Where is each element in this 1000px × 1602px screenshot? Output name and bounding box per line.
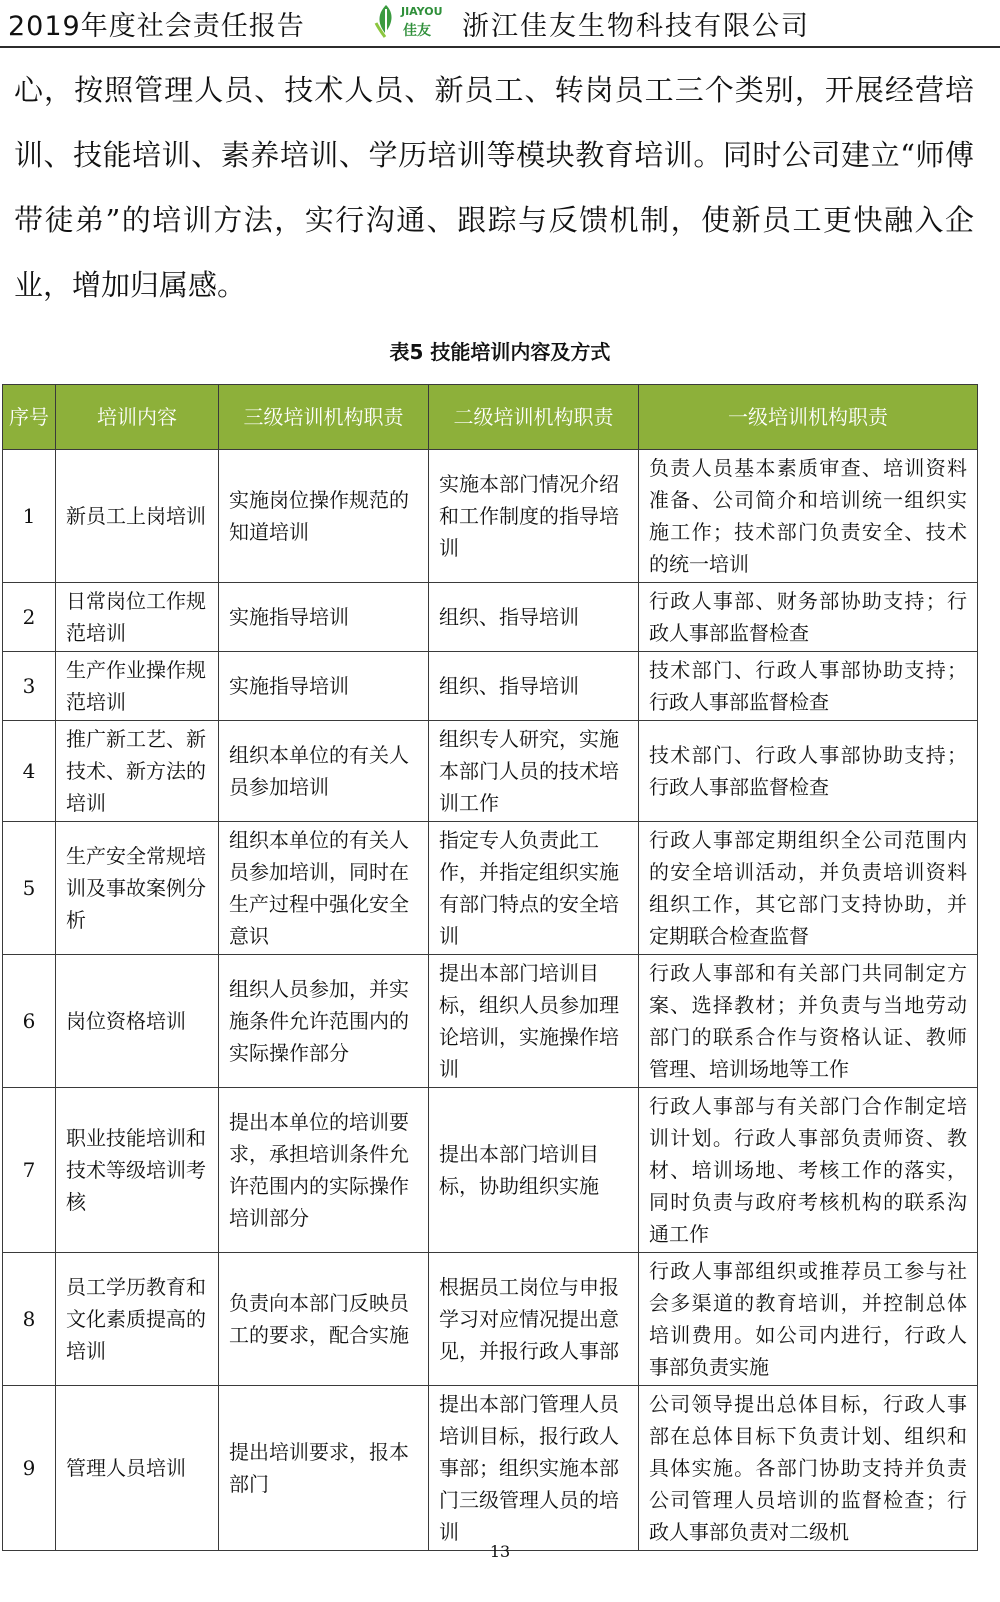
- cell-level2: 提出本部门培训目标，组织人员参加理论培训，实施操作培训: [429, 955, 639, 1088]
- row-index: 4: [3, 721, 56, 822]
- cell-level1: 行政人事部组织或推荐员工参与社会多渠道的教育培训，并控制总体培训费用。如公司内进行，行政人事部负责实施: [639, 1253, 978, 1386]
- cell-content: 新员工上岗培训: [56, 450, 219, 583]
- intro-text: 心，按照管理人员、技术人员、新员工、转岗员工三个类别，开展经营培训、技能培训、素养培训、学历培训等模块教育培训。同时公司建立“师傅带徒弟”的培训方法，实行沟通、跟踪与反馈机制，使新员工更快融入企业，增加归属感。: [14, 73, 974, 302]
- company-logo: [373, 3, 445, 41]
- cell-level1: 行政人事部、财务部协助支持；行政人事部监督检查: [639, 583, 978, 652]
- row-index: 9: [3, 1386, 56, 1551]
- table-row: [3, 652, 978, 721]
- cell-content: 职业技能培训和技术等级培训考核: [56, 1088, 219, 1253]
- training-table: [2, 384, 978, 1551]
- cell-level3: 负责向本部门反映员工的要求，配合实施: [219, 1253, 429, 1386]
- cell-content: 推广新工艺、新技术、新方法的培训: [56, 721, 219, 822]
- row-index: 6: [3, 955, 56, 1088]
- cell-content: 日常岗位工作规范培训: [56, 583, 219, 652]
- row-index: 8: [3, 1253, 56, 1386]
- row-index: 5: [3, 822, 56, 955]
- cell-content: 生产作业操作规范培训: [56, 652, 219, 721]
- cell-level1: 行政人事部与有关部门合作制定培训计划。行政人事部负责师资、教材、培训场地、考核工作的落实，同时负责与政府考核机构的联系沟通工作: [639, 1088, 978, 1253]
- table-row: [3, 1386, 978, 1551]
- cell-level3: 提出本单位的培训要求，承担培训条件允许范围内的实际操作培训部分: [219, 1088, 429, 1253]
- table-row: [3, 583, 978, 652]
- cell-level1: 技术部门、行政人事部协助支持；行政人事部监督检查: [639, 721, 978, 822]
- cell-level2: 实施本部门情况介绍和工作制度的指导培训: [429, 450, 639, 583]
- report-title: 2019年度社会责任报告: [8, 11, 305, 42]
- intro-paragraph: [14, 58, 974, 318]
- company-name: 浙江佳友生物科技有限公司: [462, 11, 810, 42]
- cell-level3: 实施指导培训: [219, 583, 429, 652]
- table-row: [3, 1088, 978, 1253]
- table-row: [3, 721, 978, 822]
- table-row: [3, 450, 978, 583]
- cell-level2: 提出本部门管理人员培训目标，报行政人事部；组织实施本部门三级管理人员的培训: [429, 1386, 639, 1551]
- table-row: [3, 955, 978, 1088]
- row-index: 3: [3, 652, 56, 721]
- cell-level1: 负责人员基本素质审查、培训资料准备、公司简介和培训统一组织实施工作；技术部门负责安全、技术的统一培训: [639, 450, 978, 583]
- cell-content: 管理人员培训: [56, 1386, 219, 1551]
- cell-level2: 根据员工岗位与申报学习对应情况提出意见，并报行政人事部: [429, 1253, 639, 1386]
- cell-level2: 组织、指导培训: [429, 652, 639, 721]
- cell-level2: 组织专人研究，实施本部门人员的技术培训工作: [429, 721, 639, 822]
- page-header: [0, 0, 1000, 48]
- cell-level1: 行政人事部定期组织全公司范围内的安全培训活动，并负责培训资料组织工作，其它部门支持协助，并定期联合检查监督: [639, 822, 978, 955]
- cell-level2: 组织、指导培训: [429, 583, 639, 652]
- cell-level1: 技术部门、行政人事部协助支持；行政人事部监督检查: [639, 652, 978, 721]
- col-header-level1: 一级培训机构职责: [639, 385, 978, 450]
- cell-content: 员工学历教育和文化素质提高的培训: [56, 1253, 219, 1386]
- cell-level3: 组织本单位的有关人员参加培训: [219, 721, 429, 822]
- logo-text-cn: 佳友: [403, 23, 431, 39]
- cell-level1: 公司领导提出总体目标，行政人事部在总体目标下负责计划、组织和具体实施。各部门协助支持并负责公司管理人员培训的监督检查；行政人事部负责对二级机: [639, 1386, 978, 1551]
- cell-content: 岗位资格培训: [56, 955, 219, 1088]
- logo-text-en: JIAYOU: [401, 5, 443, 18]
- row-index: 2: [3, 583, 56, 652]
- table-row: [3, 822, 978, 955]
- page-number: 13: [489, 1542, 511, 1561]
- cell-level3: 组织本单位的有关人员参加培训，同时在生产过程中强化安全意识: [219, 822, 429, 955]
- cell-level3: 组织人员参加，并实施条件允许范围内的实际操作部分: [219, 955, 429, 1088]
- table-row: [3, 1253, 978, 1386]
- row-index: 1: [3, 450, 56, 583]
- cell-level3: 实施指导培训: [219, 652, 429, 721]
- cell-level2: 提出本部门培训目标，协助组织实施: [429, 1088, 639, 1253]
- cell-level3: 实施岗位操作规范的知道培训: [219, 450, 429, 583]
- col-header-content: 培训内容: [56, 385, 219, 450]
- cell-content: 生产安全常规培训及事故案例分析: [56, 822, 219, 955]
- row-index: 7: [3, 1088, 56, 1253]
- cell-level1: 行政人事部和有关部门共同制定方案、选择教材；并负责与当地劳动部门的联系合作与资格认证、教师管理、培训场地等工作: [639, 955, 978, 1088]
- col-header-level2: 二级培训机构职责: [429, 385, 639, 450]
- col-header-index: 序号: [3, 385, 56, 450]
- leaf-logo-icon: [373, 3, 399, 39]
- table-header-row: [3, 385, 978, 450]
- col-header-level3: 三级培训机构职责: [219, 385, 429, 450]
- table-caption: 表5 技能培训内容及方式: [389, 340, 611, 364]
- cell-level3: 提出培训要求，报本部门: [219, 1386, 429, 1551]
- cell-level2: 指定专人负责此工作，并指定组织实施有部门特点的安全培训: [429, 822, 639, 955]
